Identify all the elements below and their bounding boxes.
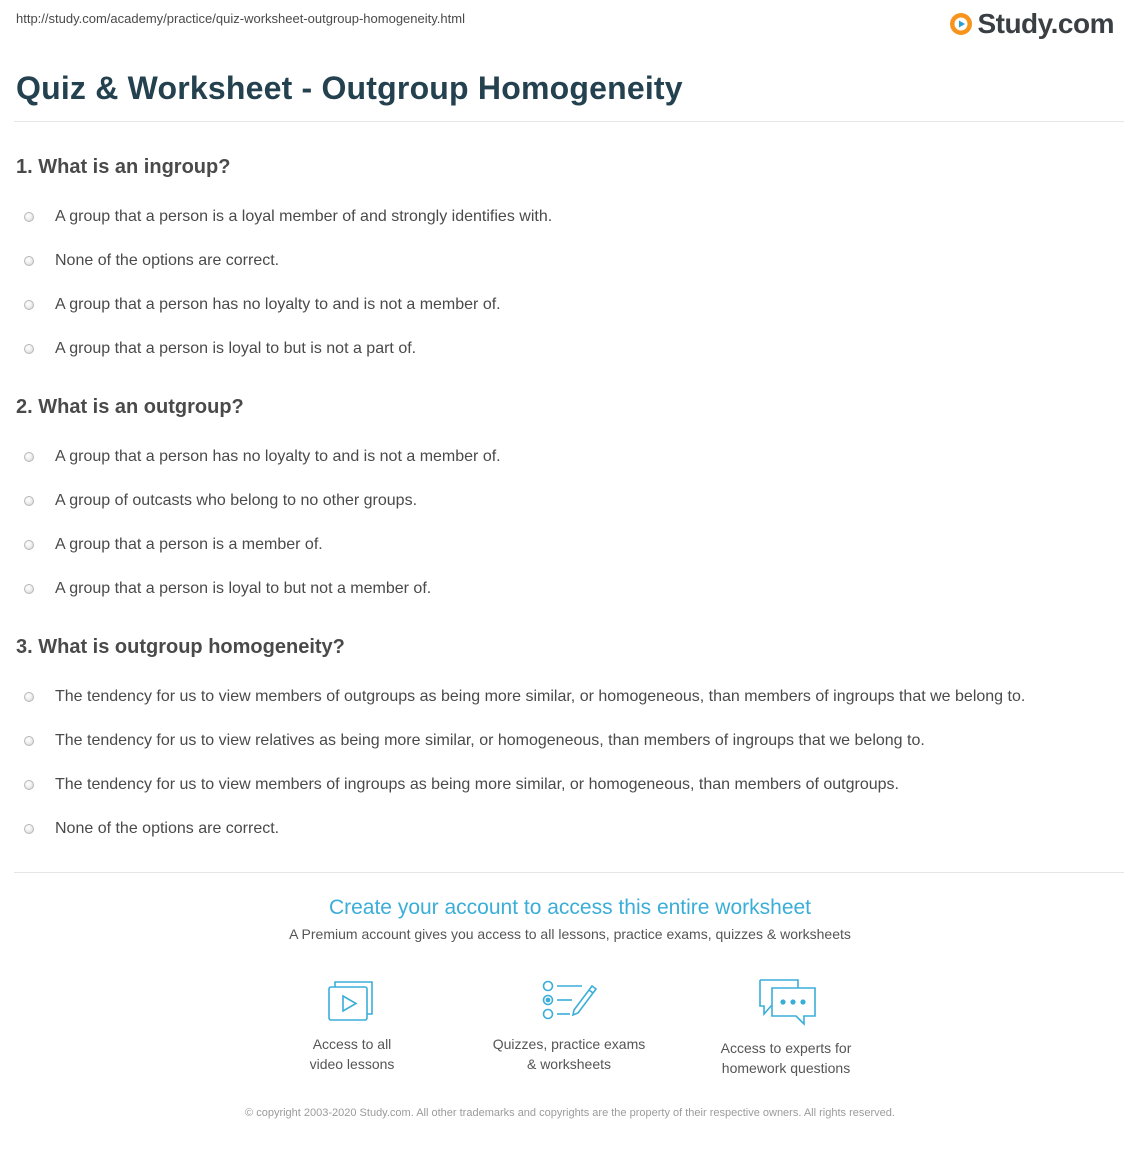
question-3	[16, 632, 1124, 851]
option-label: The tendency for us to view members of ingroups as being more similar, or homogeneous, than members of outgroups.	[55, 776, 899, 793]
option-label: The tendency for us to view relatives as being more similar, or homogeneous, than members of ingroups that we belong to.	[55, 732, 925, 749]
radio-button[interactable]	[24, 256, 34, 266]
feature-quizzes	[479, 976, 659, 1074]
option-label: None of the options are correct.	[55, 252, 280, 269]
radio-button[interactable]	[24, 824, 34, 834]
answer-option[interactable]	[16, 675, 1124, 719]
option-label: A group that a person is loyal to but is not a part of.	[55, 340, 417, 357]
page-url: http://study.com/academy/practice/quiz-worksheet-outgroup-homogeneity.html	[16, 11, 465, 26]
answer-option[interactable]	[16, 195, 1124, 239]
answer-option[interactable]	[16, 239, 1124, 283]
feature-experts	[696, 976, 876, 1078]
option-label: A group that a person has no loyalty to and is not a member of.	[55, 296, 501, 313]
feature-label-line: & worksheets	[526, 1056, 612, 1072]
answer-options	[16, 435, 1124, 611]
option-label: None of the options are correct.	[55, 820, 280, 837]
answer-option[interactable]	[16, 479, 1124, 523]
radio-button[interactable]	[24, 496, 34, 506]
page-title: Quiz & Worksheet - Outgroup Homogeneity	[16, 70, 683, 106]
radio-button[interactable]	[24, 780, 34, 790]
option-label: A group that a person is a member of.	[55, 536, 323, 553]
radio-button[interactable]	[24, 212, 34, 222]
quiz-checklist-icon	[540, 976, 598, 1024]
cta-divider	[14, 872, 1124, 873]
option-label: A group that a person is a loyal member of and strongly identifies with.	[55, 208, 553, 225]
radio-button[interactable]	[24, 540, 34, 550]
answer-option[interactable]	[16, 807, 1124, 851]
feature-label-line: Access to all	[312, 1036, 392, 1052]
radio-button[interactable]	[24, 584, 34, 594]
answer-option[interactable]	[16, 327, 1124, 371]
answer-option[interactable]	[16, 523, 1124, 567]
answer-option[interactable]	[16, 719, 1124, 763]
question-1	[16, 152, 1124, 371]
answer-options	[16, 195, 1124, 371]
answer-option[interactable]	[16, 435, 1124, 479]
logo-wordmark: Study.com	[977, 8, 1114, 39]
question-2	[16, 392, 1124, 611]
question-title: 2. What is an outgroup?	[16, 396, 244, 418]
answer-option[interactable]	[16, 283, 1124, 327]
study-logo[interactable]	[949, 8, 1114, 40]
create-account-link[interactable]: Create your account to access this entire worksheet	[328, 896, 812, 919]
radio-button[interactable]	[24, 300, 34, 310]
question-title: 3. What is outgroup homogeneity?	[16, 636, 345, 658]
radio-button[interactable]	[24, 452, 34, 462]
option-label: A group that a person is loyal to but not a member of.	[55, 580, 432, 597]
feature-label-line: video lessons	[309, 1056, 395, 1072]
radio-button[interactable]	[24, 692, 34, 702]
answer-option[interactable]	[16, 567, 1124, 611]
radio-button[interactable]	[24, 344, 34, 354]
feature-label	[479, 1034, 659, 1074]
feature-label-line: Access to experts for	[720, 1040, 852, 1056]
feature-label	[262, 1034, 442, 1074]
cta-subtitle: A Premium account gives you access to all lessons, practice exams, quizzes & worksheets	[289, 926, 851, 942]
feature-label-line: Quizzes, practice exams	[492, 1036, 646, 1052]
option-label: A group that a person has no loyalty to and is not a member of.	[55, 448, 501, 465]
question-title: 1. What is an ingroup?	[16, 156, 231, 178]
feature-label-line: homework questions	[721, 1060, 851, 1076]
feature-label	[696, 1038, 876, 1078]
answer-options	[16, 675, 1124, 851]
feature-video-lessons	[262, 976, 442, 1074]
chat-bubbles-icon	[754, 976, 818, 1028]
option-label: The tendency for us to view members of outgroups as being more similar, or homogeneous, than members of ingroups that we belong to.	[55, 688, 1026, 705]
title-divider	[14, 121, 1124, 122]
answer-option[interactable]	[16, 763, 1124, 807]
option-label: A group of outcasts who belong to no other groups.	[55, 492, 418, 509]
play-logo-icon	[949, 12, 973, 36]
video-lessons-icon	[326, 976, 378, 1024]
radio-button[interactable]	[24, 736, 34, 746]
copyright-notice: © copyright 2003-2020 Study.com. All other trademarks and copyrights are the property of their respective owners. All rights reserved.	[245, 1107, 895, 1119]
